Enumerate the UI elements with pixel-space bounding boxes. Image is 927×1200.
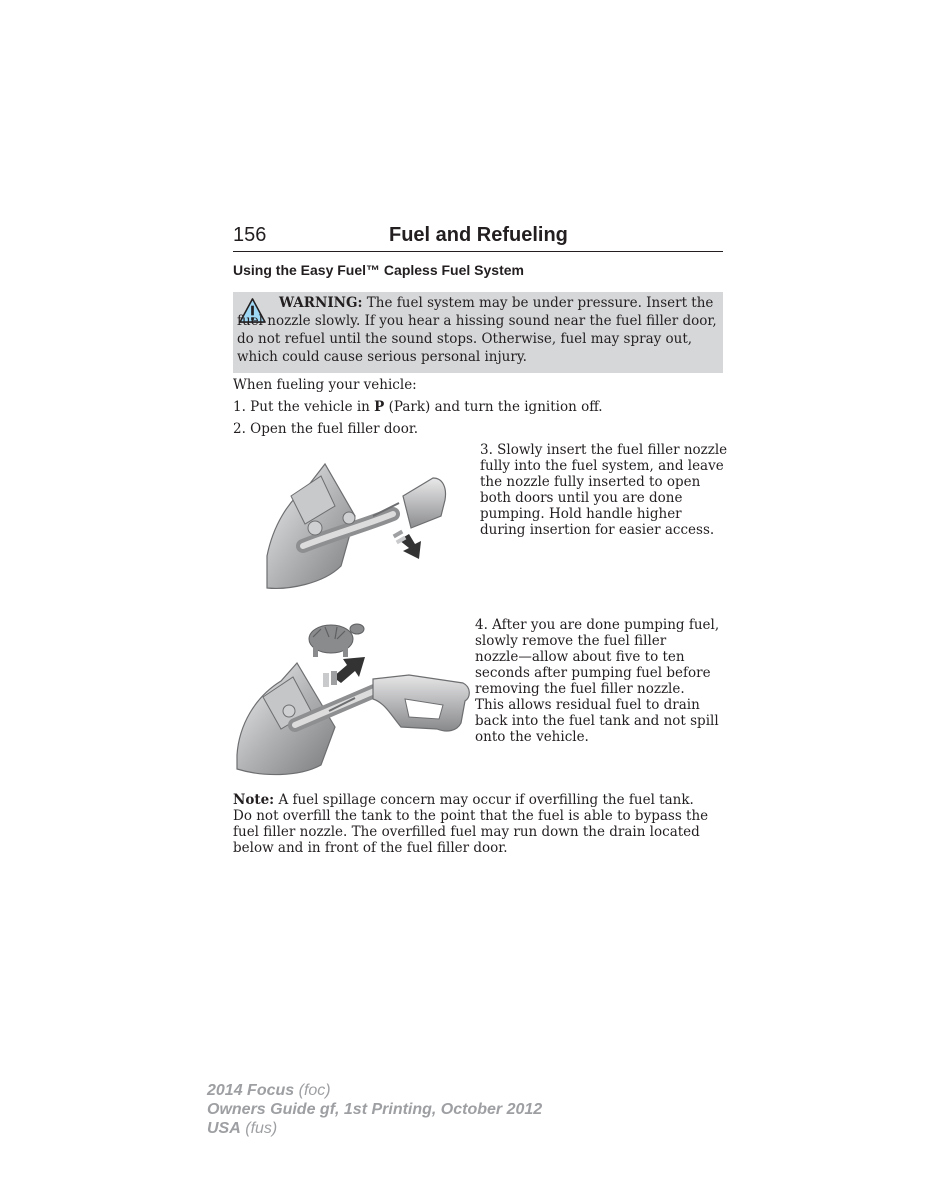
footer-market: USA (207, 1120, 241, 1137)
page-footer (207, 1081, 542, 1138)
step-3-line: pumping. Hold handle higher (480, 506, 682, 522)
step-3-line: 3. Slowly insert the fuel filler nozzle (480, 442, 728, 458)
page-header (233, 222, 723, 252)
note-paragraph (233, 792, 725, 856)
section-heading: Using the Easy Fuel™ Capless Fuel System (233, 262, 524, 278)
footer-line-1 (207, 1081, 542, 1100)
step-4-line: 4. After you are done pumping fuel, (475, 617, 720, 633)
footer-line-2: Owners Guide gf, 1st Printing, October 2012 (207, 1101, 543, 1118)
step-4-line: seconds after pumping fuel before (475, 665, 711, 681)
note-line-text: A fuel spillage concern may occur if overfilling the fuel tank. (278, 792, 694, 808)
step-4-line: This allows residual fuel to drain (475, 697, 700, 713)
step-1 (233, 398, 603, 416)
step-4-line: onto the vehicle. (475, 729, 589, 745)
warning-label: WARNING: (279, 295, 363, 311)
nozzle-insert-illustration (263, 456, 455, 592)
intro-text: When fueling your vehicle: (233, 377, 417, 393)
step-1-before: 1. Put the vehicle in (233, 399, 370, 415)
step-2: 2. Open the fuel filler door. (233, 421, 419, 437)
step-4-line: back into the fuel tank and not spill (475, 713, 719, 729)
park-gear-label: P (374, 399, 385, 415)
footer-market-code: (fus) (245, 1120, 278, 1137)
footer-model-code: (foc) (298, 1082, 331, 1099)
warning-box (233, 292, 723, 373)
page-number: 156 (233, 224, 267, 246)
note-line: fuel filler nozzle. The overfilled fuel may run down the drain located (233, 824, 700, 840)
step-4-line: removing the fuel filler nozzle. (475, 681, 685, 697)
step-3-line: the nozzle fully inserted to open (480, 474, 701, 490)
note-line: Do not overfill the tank to the point that the fuel is able to bypass the (233, 808, 709, 824)
step-3-line: during insertion for easier access. (480, 522, 715, 538)
note-line: below and in front of the fuel filler door. (233, 840, 508, 856)
note-label: Note: (233, 792, 275, 808)
step-3 (480, 442, 728, 538)
step-3-line: fully into the fuel system, and leave (480, 458, 724, 474)
note-line (233, 792, 725, 808)
step-4-line: slowly remove the fuel filler (475, 633, 667, 649)
step-4-line: nozzle—allow about five to ten (475, 649, 685, 665)
footer-model: 2014 Focus (207, 1082, 295, 1099)
step-4 (475, 617, 725, 745)
step-1-after: (Park) and turn the ignition off. (388, 399, 603, 415)
warning-body: The fuel system may be under pressure. Insert the fuel nozzle slowly. If you hear a hissing sound near the fuel filler door, do not refuel until the sound stops. Otherwise, fuel may spray out, which could cause serious personal injury. (237, 295, 717, 365)
footer-line-3 (207, 1119, 542, 1138)
warning-text (237, 294, 719, 366)
step-3-line: both doors until you are done (480, 490, 683, 506)
chapter-title: Fuel and Refueling (389, 224, 568, 246)
nozzle-remove-illustration (233, 615, 475, 777)
